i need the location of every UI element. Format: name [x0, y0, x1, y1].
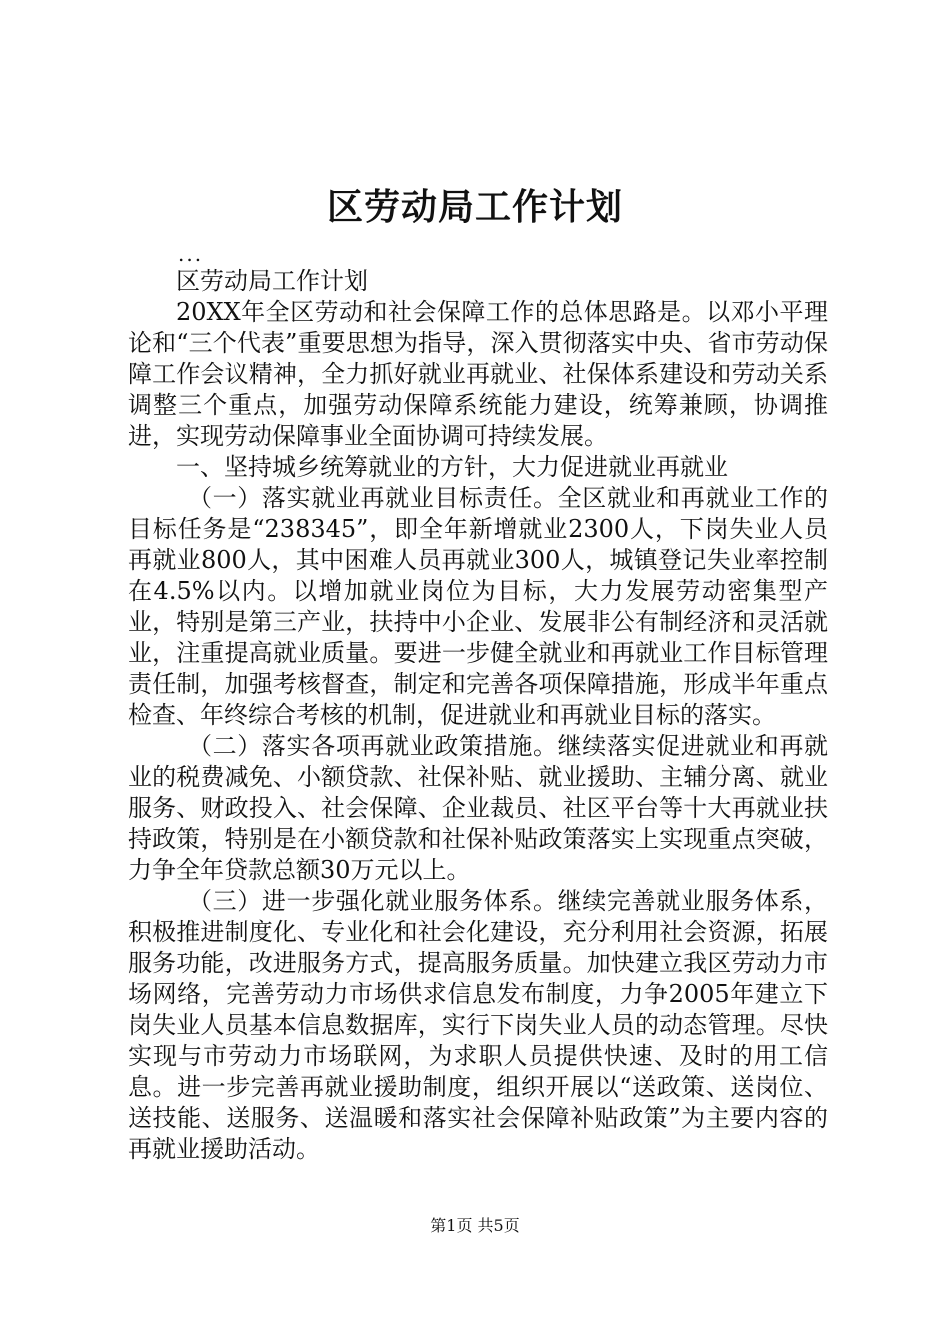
- body-paragraph-item-1: （一）落实就业再就业目标责任。全区就业和再就业工作的目标任务是“238345”，即全年新增就业2300人，下岗失业人员再就业800人，其中困难人员再就业300人，城镇登记失业率控制在4.5%以内。以增加就业岗位为目标，大力发展劳动密集型产业，特别是第三产业，扶持中小企业、发展非公有制经济和灵活就业，注重提高就业质量。要进一步健全就业和再就业工作目标管理责任制，加强考核督查，制定和完善各项保障措施，形成半年重点检查、年终综合考核的机制，促进就业和再就业目标的落实。: [128, 484, 828, 729]
- ellipsis-marker: ...: [178, 242, 204, 266]
- document-title: 区劳动局工作计划: [326, 186, 623, 228]
- body-paragraph-item-3: （三）进一步强化就业服务体系。继续完善就业服务体系，积极推进制度化、专业化和社会化建设，充分利用社会资源，拓展服务功能，改进服务方式，提高服务质量。加快建立我区劳动力市场网络，完善劳动力市场供求信息发布制度，力争2005年建立下岗失业人员基本信息数据库，实行下岗失业人员的动态管理。尽快实现与市劳动力市场联网，为求职人员提供快速、及时的用工信息。进一步完善再就业援助制度，组织开展以“送政策、送岗位、送技能、送服务、送温暖和落实社会保障补贴政策”为主要内容的再就业援助活动。: [128, 887, 828, 1163]
- document-body: [128, 266, 828, 1165]
- body-paragraph-heading: 区劳动局工作计划: [176, 267, 368, 295]
- body-paragraph-item-2: （二）落实各项再就业政策措施。继续落实促进就业和再就业的税费减免、小额贷款、社保补贴、就业援助、主辅分离、就业服务、财政投入、社会保障、企业裁员、社区平台等十大再就业扶持政策，特别是在小额贷款和社保补贴政策落实上实现重点突破，力争全年贷款总额30万元以上。: [128, 732, 828, 884]
- section-heading-1: 一、坚持城乡统筹就业的方针，大力促进就业再就业: [176, 453, 728, 481]
- body-paragraph-overview: 20XX年全区劳动和社会保障工作的总体思路是。以邓小平理论和“三个代表”重要思想为指导，深入贯彻落实中央、省市劳动保障工作会议精神，全力抓好就业再就业、社保体系建设和劳动关系调整三个重点，加强劳动保障系统能力建设，统筹兼顾，协调推进，实现劳动保障事业全面协调可持续发展。: [128, 298, 828, 450]
- page-number-footer: 第1页 共5页: [430, 1216, 520, 1235]
